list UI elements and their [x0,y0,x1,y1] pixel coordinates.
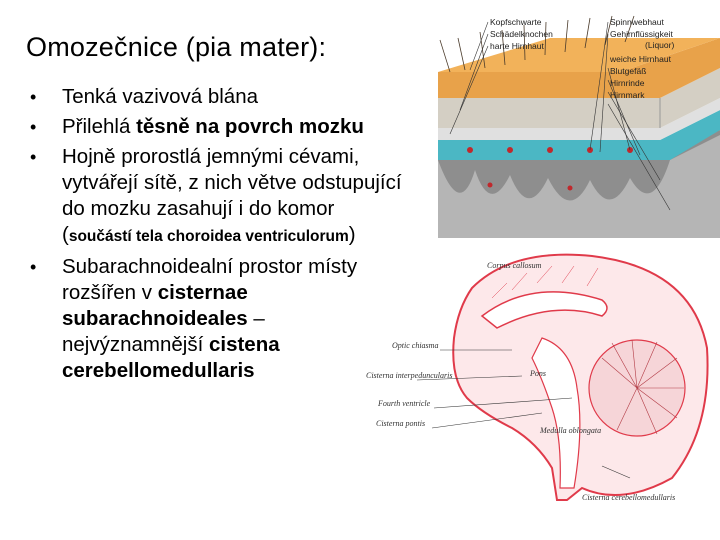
bullet-dot-icon: • [30,87,37,107]
bullet-text: Subarachnoidealní prostor místy rozšířen v [62,255,358,304]
label-fourth-ventricle: Fourth ventricle [378,399,431,408]
label-optic-chiasma: Optic chiasma [392,341,439,350]
bullet-bold-text: cisternae subarachnoideales [62,281,248,330]
label-cisterna-cerebellomedullaris: Cisterna cerebellomedullaris [582,493,676,502]
bullet-dot-icon: • [30,117,37,137]
cerebellum-shape [589,340,685,436]
label-schaedelknochen: Schädelknochen [490,29,553,39]
label-cisterna-interpeduncularis: Cisterna interpeduncularis [366,371,453,380]
bullet-item [26,144,406,250]
bullet-dot-icon: • [30,147,37,167]
label-kopfschwarte: Kopfschwarte [490,17,542,27]
label-hirnmark: Hirnmark [610,90,645,100]
label-gehirnfluessigkeit: Gehirnflüssigkeit [610,29,673,39]
bullet-text: Tenká vazivová blána [62,85,259,108]
label-pons: Pons [530,369,546,378]
bullet-item [26,254,406,384]
bullet-text-end: ) [348,223,356,246]
label-spinnwebhaut: Spinnwebhaut [610,17,664,27]
slide-title: Omozečnice (pia mater): [26,32,327,62]
bullet-item [26,114,406,140]
label-blutgefaess: Blutgefäß [610,66,647,76]
label-weiche-hirnhaut: weiche Hirnhaut [610,54,671,64]
brain-sagittal-illustration [362,238,720,508]
label-cisterna-pontis: Cisterna pontis [376,419,426,428]
label-hirnrinde: Hirnrinde [610,78,645,88]
bullet-text: Přilehlá [62,115,137,138]
bullet-item [26,84,406,110]
bullet-bold-text: těsně na povrch mozku [136,115,364,138]
label-medulla-oblongata: Medulla oblongata [540,426,602,435]
meninges-illustration [430,10,720,240]
label-liquor: (Liquor) [645,40,675,50]
bullet-bold-text-2: cistena cerebellomedullaris [62,333,280,382]
label-corpus-callosum: Corpus callosum [487,261,542,270]
bullet-text-mid: – nejvýznamnější [62,307,265,356]
bullet-dot-icon: • [30,257,37,277]
bullet-text: Hojně prorostlá jemnými cévami, vytvářejí sítě, z nich větve odstupující do mozku zasahují i do komor ( [62,145,402,246]
bullet-list [26,84,406,388]
label-harte-hirnhaut: harte Hirnhaut [490,41,544,51]
bullet-small-text: součástí tela choroidea ventriculorum [68,228,349,245]
